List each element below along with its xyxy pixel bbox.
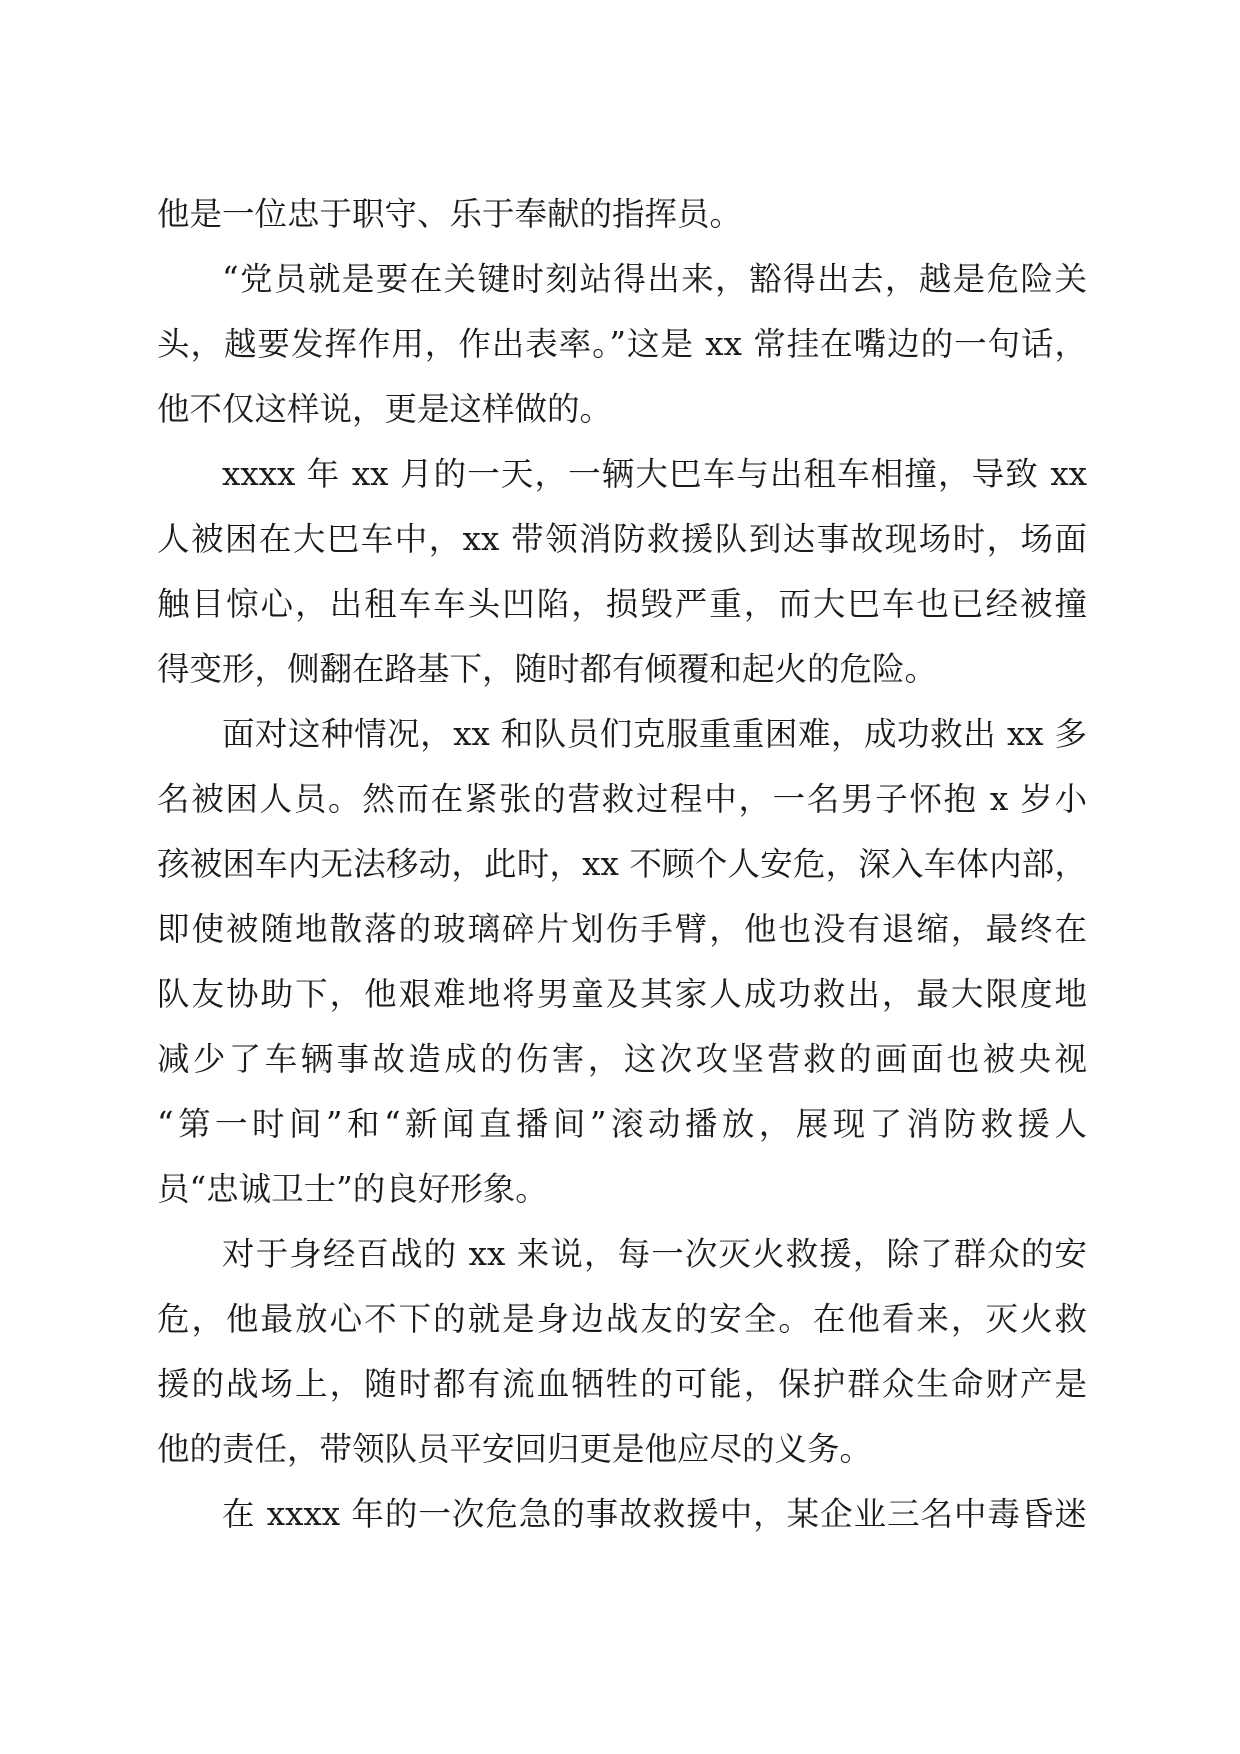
text-line: 名被困人员。然而在紧张的营救过程中，一名男子怀抱 x 岁小 — [157, 780, 1087, 818]
paragraph — [157, 182, 1087, 247]
text-line: 他是一位忠于职守、乐于奉献的指挥员。 — [157, 195, 743, 233]
text-line: 触目惊心，出租车车头凹陷，损毁严重，而大巴车也已经被撞 — [157, 585, 1087, 623]
document-body — [157, 182, 1087, 1547]
text-line: 员“忠诚卫士”的良好形象。 — [157, 1170, 548, 1208]
paragraph — [157, 442, 1087, 702]
text-line: 人被困在大巴车中，xx 带领消防救援队到达事故现场时，场面 — [157, 520, 1087, 558]
text-line: “第一时间”和“新闻直播间”滚动播放，展现了消防救援人 — [157, 1105, 1087, 1143]
text-line: 援的战场上，随时都有流血牺牲的可能，保护群众生命财产是 — [157, 1365, 1087, 1403]
text-line: 减少了车辆事故造成的伤害，这次攻坚营救的画面也被央视 — [157, 1040, 1087, 1078]
text-line: 头，越要发挥作用，作出表率。”这是 xx 常挂在嘴边的一句话， — [157, 325, 1087, 363]
text-line: 在 xxxx 年的一次危急的事故救援中，某企业三名中毒昏迷 — [222, 1495, 1087, 1533]
text-line: 即使被随地散落的玻璃碎片划伤手臂，他也没有退缩，最终在 — [157, 910, 1087, 948]
text-line: 危，他最放心不下的就是身边战友的安全。在他看来，灭火救 — [157, 1300, 1087, 1338]
text-line: 他的责任，带领队员平安回归更是他应尽的义务。 — [157, 1430, 873, 1468]
paragraph — [157, 1222, 1087, 1482]
text-line: 对于身经百战的 xx 来说，每一次灭火救援，除了群众的安 — [222, 1235, 1087, 1273]
text-line: 得变形，侧翻在路基下，随时都有倾覆和起火的危险。 — [157, 650, 938, 688]
text-line: 队友协助下，他艰难地将男童及其家人成功救出，最大限度地 — [157, 975, 1087, 1013]
text-line: xxxx 年 xx 月的一天，一辆大巴车与出租车相撞，导致 xx — [222, 455, 1087, 493]
text-line: 孩被困车内无法移动，此时，xx 不顾个人安危，深入车体内部， — [157, 845, 1087, 883]
text-line: “党员就是要在关键时刻站得出来，豁得出去，越是危险关 — [222, 260, 1087, 298]
text-line: 面对这种情况，xx 和队员们克服重重困难，成功救出 xx 多 — [222, 715, 1087, 753]
paragraph — [157, 247, 1087, 442]
paragraph — [157, 702, 1087, 1222]
text-line: 他不仅这样说，更是这样做的。 — [157, 390, 613, 428]
paragraph — [157, 1482, 1087, 1547]
